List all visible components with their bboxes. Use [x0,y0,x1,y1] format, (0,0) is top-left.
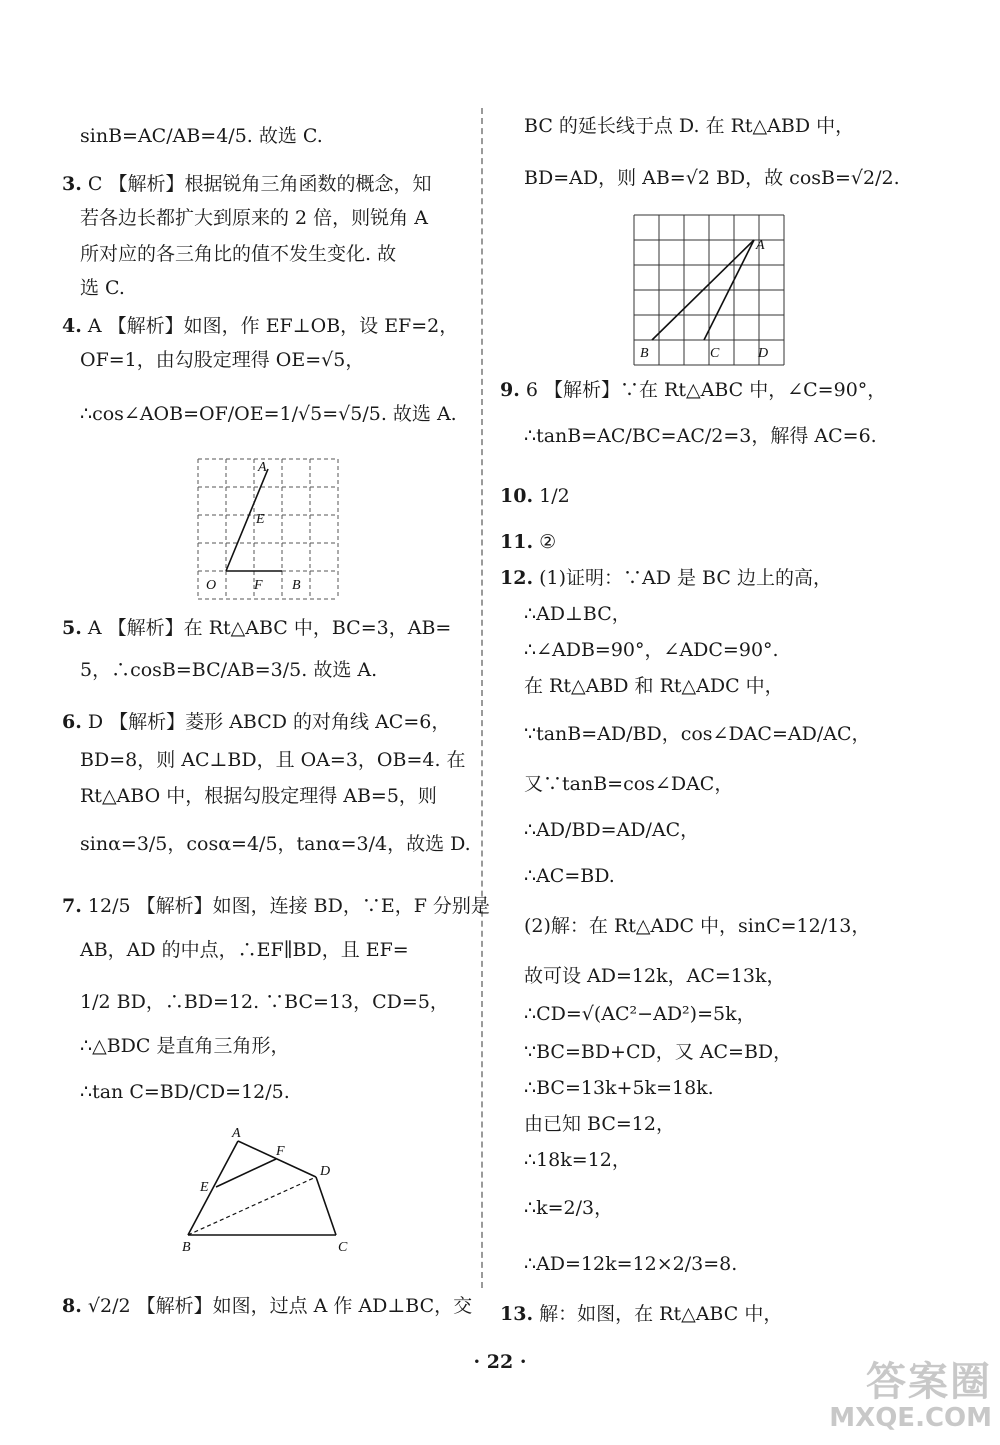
answer-10 [500,481,570,511]
question-number: 10. [500,485,534,507]
figure-quadrilateral [172,1127,362,1257]
label-a: A [756,238,765,253]
text-line: ∵tanB=AD/BD，cos∠DAC=AD/AC， [524,723,871,745]
label-f: F [276,1144,285,1159]
text-line: sinα=3/5，cosα=4/5，tanα=3/4，故选 D. [80,833,471,855]
text-line: 1/2 [539,485,570,507]
answer-12 [500,563,832,593]
label-b: B [292,578,301,593]
text-line: ∴tanB=AC/BC=AC/2=3，解得 AC=6. [524,425,877,447]
text-line: OF=1，由勾股定理得 OE=√5， [80,349,365,371]
text-line: 1/2 BD，∴BD=12. ∵BC=13，CD=5， [80,991,449,1013]
question-number: 6. [62,711,82,733]
label-a: A [232,1127,241,1141]
question-number: 8. [62,1295,82,1317]
text-line: ∴cos∠AOB=OF/OE=1/√5=√5/5. 故选 A. [80,403,457,425]
label-a: A [258,460,267,475]
question-number: 13. [500,1303,534,1325]
text-line: 所对应的各三角比的值不发生变化. 故 [80,243,397,265]
label-o: O [206,578,217,593]
text-line: ∵BC=BD+CD，又 AC=BD， [524,1041,793,1063]
question-number: 3. [62,173,82,195]
text-line: ∴BC=13k+5k=18k. [524,1077,714,1099]
answer-4 [62,311,458,341]
question-number: 7. [62,895,82,917]
question-number: 12. [500,567,534,589]
text-line: A 【解析】在 Rt△ABC 中，BC=3，AB= [87,617,452,639]
answer-7 [62,891,490,921]
text-line: D 【解析】菱形 ABCD 的对角线 AC=6， [87,711,451,733]
answer-6 [62,707,450,737]
text-line: √2/2 【解析】如图，过点 A 作 AD⊥BC，交 [87,1295,473,1317]
text-line: AB，AD 的中点，∴EF∥BD，且 EF= [80,939,409,961]
watermark [829,1360,992,1433]
question-number: 4. [62,315,82,337]
text-line: ∴AD=12k=12×2/3=8. [524,1253,738,1275]
question-number: 9. [500,379,520,401]
label-d: D [758,346,769,361]
text-line: ∴k=2/3， [524,1197,614,1219]
label-b: B [640,346,649,361]
label-c: C [338,1240,348,1255]
column-divider [481,108,483,1288]
label-c: C [710,346,720,361]
text-line: 6 【解析】∵在 Rt△ABC 中，∠C=90°， [525,379,887,401]
label-f: F [254,578,263,593]
side-ab [188,1141,238,1235]
label-e: E [200,1180,209,1195]
answer-3 [62,169,431,199]
watermark-url: MXQE.COM [829,1403,992,1434]
text-line: ∴AD/BD=AD/AC， [524,819,700,841]
text-line: 5，∴cosB=BC/AB=3/5. 故选 A. [80,659,378,681]
label-b: B [182,1240,191,1255]
segment-ef [216,1159,276,1187]
answer-11 [500,527,556,557]
text-line: 选 C. [80,277,125,299]
figure-grid-abd [630,211,790,371]
side-dc [316,1177,336,1235]
text-line: ∴tan C=BD/CD=12/5. [80,1081,290,1103]
text-line: A 【解析】如图，作 EF⊥OB，设 EF=2， [87,315,459,337]
text-line: ∴CD=√(AC²−AD²)=5k， [524,1003,756,1025]
text-line: 故可设 AD=12k，AC=13k， [524,965,786,987]
text-line: (1)证明：∵AD 是 BC 边上的高， [539,567,832,589]
text-line: 解：如图，在 Rt△ABC 中， [539,1303,783,1325]
text-line: BD=AD，则 AB=√2 BD，故 cosB=√2/2. [524,167,900,189]
text-line: ② [539,531,557,553]
text-line: BD=8，则 AC⊥BD，且 OA=3，OB=4. 在 [80,749,466,771]
label-e: E [256,512,265,527]
watermark-text: 答案圈 [866,1359,992,1406]
text-line: C 【解析】根据锐角三角函数的概念，知 [87,173,432,195]
answer-9 [500,375,886,405]
text-line: ∴AD⊥BC， [524,603,631,625]
text-line: Rt△ABO 中，根据勾股定理得 AB=5，则 [80,785,437,807]
answer-5 [62,613,451,643]
question-number: 11. [500,531,534,553]
text-line: 若各边长都扩大到原来的 2 倍，则锐角 A [80,207,428,229]
answer-8 [62,1291,472,1321]
text-line: 12/5 【解析】如图，连接 BD，∵E，F 分别是 [87,895,490,917]
text-line: 在 Rt△ABD 和 Rt△ADC 中， [524,675,784,697]
text-line: BC 的延长线于点 D. 在 Rt△ABD 中， [524,115,855,137]
answer-13 [500,1299,782,1329]
label-d: D [320,1164,331,1179]
text-line: 由已知 BC=12， [524,1113,675,1135]
figure-grid-aob [194,455,342,605]
text-line: ∴△BDC 是直角三角形， [80,1035,290,1057]
question-number: 5. [62,617,82,639]
text-line: ∴∠ADB=90°，∠ADC=90°. [524,639,779,661]
text-line: (2)解：在 Rt△ADC 中，sinC=12/13， [524,915,871,937]
dashed-grid [198,459,338,599]
text-line: 又∵tanB=cos∠DAC， [524,773,734,795]
page-number: · 22 · [473,1351,527,1373]
text-line: sinB=AC/AB=4/5. 故选 C. [80,125,323,147]
text-line: ∴AC=BD. [524,865,615,887]
text-line: ∴18k=12， [524,1149,631,1171]
